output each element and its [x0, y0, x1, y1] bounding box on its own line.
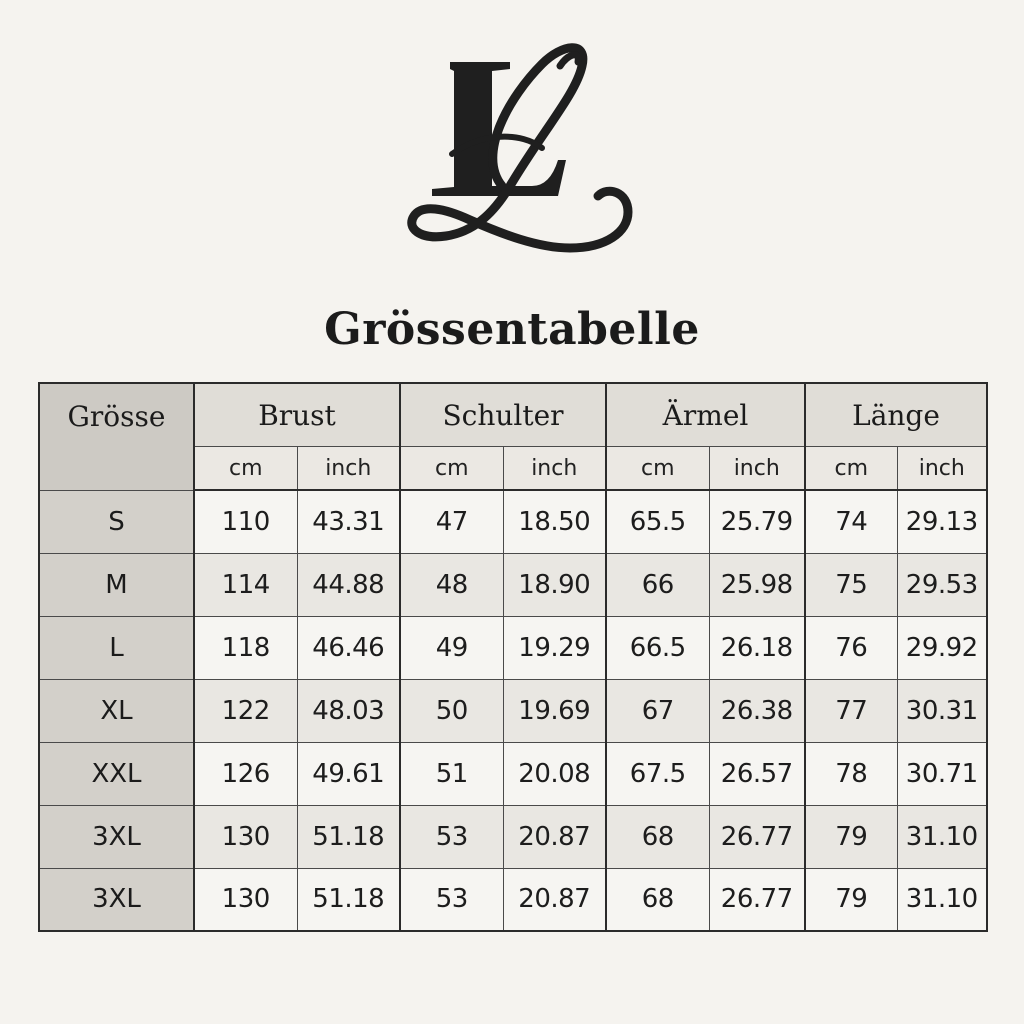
table-cell: 126 — [194, 742, 297, 805]
table-cell: 130 — [194, 868, 297, 931]
size-column-header: Grösse — [39, 383, 194, 490]
table-cell: 67.5 — [606, 742, 709, 805]
table-cell: 67 — [606, 679, 709, 742]
table-cell: 18.90 — [503, 553, 606, 616]
table-cell: 47 — [400, 490, 503, 553]
table-cell: 68 — [606, 805, 709, 868]
table-cell: 30.71 — [897, 742, 987, 805]
table-cell: 25.79 — [709, 490, 805, 553]
table-cell: 30.31 — [897, 679, 987, 742]
size-label: XL — [39, 679, 194, 742]
table-cell: 29.92 — [897, 616, 987, 679]
group-header-brust: Brust — [194, 383, 400, 447]
table-cell: 74 — [805, 490, 897, 553]
table-cell: 44.88 — [297, 553, 400, 616]
table-cell: 65.5 — [606, 490, 709, 553]
table-cell: 31.10 — [897, 868, 987, 931]
table-cell: 26.77 — [709, 805, 805, 868]
table-cell: 19.29 — [503, 616, 606, 679]
table-cell: 78 — [805, 742, 897, 805]
table-cell: 20.87 — [503, 868, 606, 931]
unit-header: cm — [805, 447, 897, 491]
table-row — [39, 490, 987, 553]
table-cell: 75 — [805, 553, 897, 616]
table-cell: 110 — [194, 490, 297, 553]
table-cell: 31.10 — [897, 805, 987, 868]
table-cell: 130 — [194, 805, 297, 868]
table-cell: 53 — [400, 805, 503, 868]
table-cell: 48.03 — [297, 679, 400, 742]
size-label: L — [39, 616, 194, 679]
group-header-aermel: Ärmel — [606, 383, 805, 447]
table-cell: 50 — [400, 679, 503, 742]
table-cell: 48 — [400, 553, 503, 616]
table-cell: 77 — [805, 679, 897, 742]
size-table-body — [39, 490, 987, 931]
table-cell: 43.31 — [297, 490, 400, 553]
table-cell: 19.69 — [503, 679, 606, 742]
table-cell: 26.57 — [709, 742, 805, 805]
unit-header: inch — [709, 447, 805, 491]
table-cell: 118 — [194, 616, 297, 679]
table-row — [39, 868, 987, 931]
size-label: S — [39, 490, 194, 553]
table-cell: 51.18 — [297, 868, 400, 931]
table-row — [39, 805, 987, 868]
table-cell: 122 — [194, 679, 297, 742]
table-cell: 49 — [400, 616, 503, 679]
table-row — [39, 679, 987, 742]
size-label: 3XL — [39, 868, 194, 931]
table-cell: 20.87 — [503, 805, 606, 868]
size-label: 3XL — [39, 805, 194, 868]
table-cell: 49.61 — [297, 742, 400, 805]
table-cell: 114 — [194, 553, 297, 616]
table-cell: 26.77 — [709, 868, 805, 931]
unit-header: cm — [400, 447, 503, 491]
table-cell: 76 — [805, 616, 897, 679]
table-cell: 26.18 — [709, 616, 805, 679]
size-label: XXL — [39, 742, 194, 805]
table-cell: 51 — [400, 742, 503, 805]
table-cell: 66.5 — [606, 616, 709, 679]
unit-header: cm — [194, 447, 297, 491]
table-cell: 18.50 — [503, 490, 606, 553]
unit-header: inch — [897, 447, 987, 491]
table-cell: 68 — [606, 868, 709, 931]
table-cell: 51.18 — [297, 805, 400, 868]
table-row — [39, 616, 987, 679]
table-row — [39, 742, 987, 805]
page-title: Grössentabelle — [324, 304, 700, 355]
group-header-laenge: Länge — [805, 383, 987, 447]
table-cell: 79 — [805, 805, 897, 868]
table-cell: 29.53 — [897, 553, 987, 616]
table-cell: 53 — [400, 868, 503, 931]
table-cell: 29.13 — [897, 490, 987, 553]
table-cell: 46.46 — [297, 616, 400, 679]
table-cell: 66 — [606, 553, 709, 616]
table-cell: 79 — [805, 868, 897, 931]
table-cell: 26.38 — [709, 679, 805, 742]
unit-header: cm — [606, 447, 709, 491]
table-cell: 20.08 — [503, 742, 606, 805]
size-table — [38, 382, 988, 932]
table-row — [39, 553, 987, 616]
ll-monogram-logo — [392, 36, 642, 276]
unit-header: inch — [297, 447, 400, 491]
size-label: M — [39, 553, 194, 616]
unit-header: inch — [503, 447, 606, 491]
table-cell: 25.98 — [709, 553, 805, 616]
group-header-schulter: Schulter — [400, 383, 606, 447]
ll-monogram-icon — [392, 36, 642, 276]
